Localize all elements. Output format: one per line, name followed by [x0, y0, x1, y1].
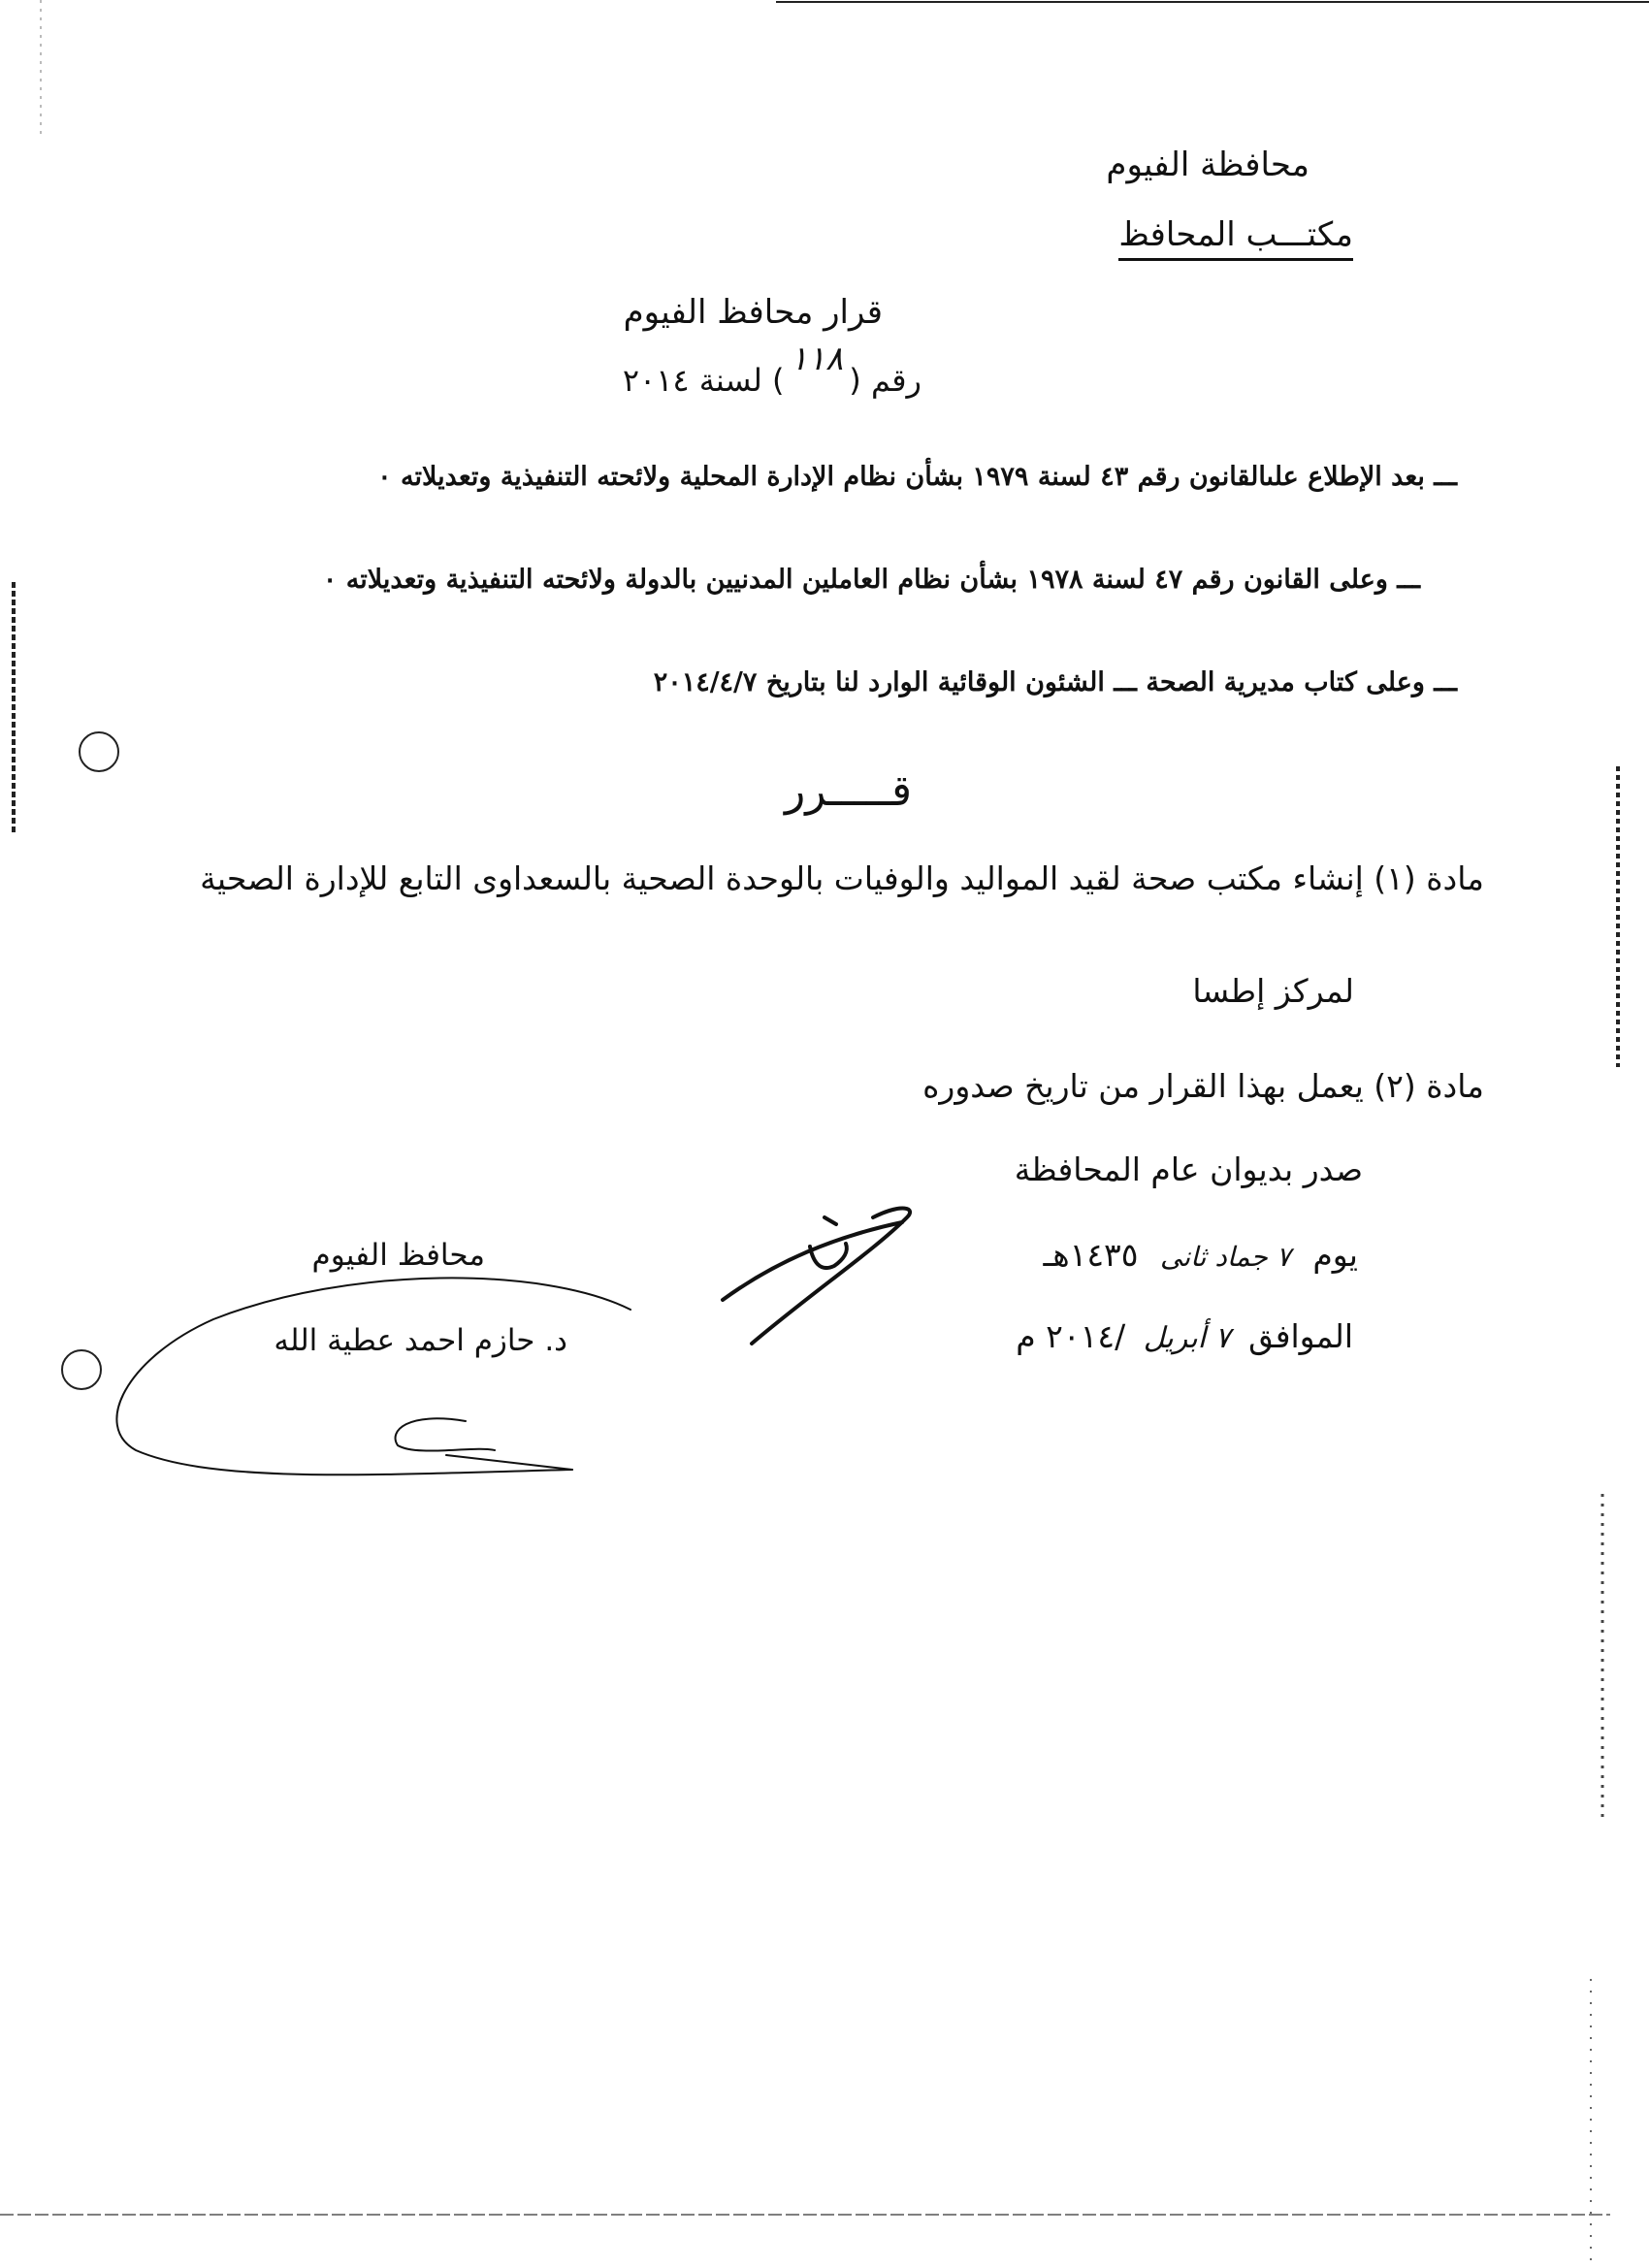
- day-handwritten: ٧ جماد ثانى: [1160, 1241, 1291, 1273]
- preamble-line-2: ـــ وعلى القانون رقم ٤٧ لسنة ١٩٧٨ بشأن نظام العاملين المدنيين بالدولة ولائحته التنفيذية وتعديلاته ٠: [322, 565, 1420, 595]
- decree-number-handwritten: ١١٨: [790, 340, 844, 378]
- issued-at: صدر بديوان عام المحافظة: [1014, 1150, 1363, 1188]
- office-name: مكتـــب المحافظ: [1118, 215, 1353, 261]
- day-label: يوم: [1312, 1236, 1358, 1274]
- governor-signature: [116, 1278, 630, 1474]
- preamble-line-3: ـــ وعلى كتاب مديرية الصحة ـــ الشئون الوقائية الوارد لنا بتاريخ ٢٠١٤/٤/٧: [653, 667, 1457, 697]
- article-1-line-1: مادة (١) إنشاء مكتب صحة لقيد المواليد والوفيات بالوحدة الصحية بالسعداوى التابع للإدارة الصحية: [200, 859, 1484, 897]
- governorate-name: محافظة الفيوم: [1106, 146, 1310, 184]
- signatory-name: د. حازم احمد عطية الله: [274, 1323, 567, 1358]
- initials-signature: [723, 1209, 910, 1344]
- hijri-year: ١٤٣٥هـ: [1043, 1236, 1139, 1274]
- decree-title: قرار محافظ الفيوم: [623, 293, 883, 332]
- decree-number-suffix: ) لسنة ٢٠١٤: [622, 362, 785, 399]
- article-2: مادة (٢) يعمل بهذا القرار من تاريخ صدوره: [922, 1067, 1484, 1105]
- preamble-line-1: ـــ بعد الإطلاع علىالقانون رقم ٤٣ لسنة ١٩٧٩ بشأن نظام الإدارة المحلية ولائحته التنفيذية وتعديلاته ٠: [377, 462, 1457, 492]
- decides-heading: قـــــرر: [784, 766, 912, 816]
- article-1-line-2: لمركز إطسا: [1192, 972, 1354, 1010]
- greg-handwritten: ٧ أبريل: [1143, 1321, 1231, 1355]
- signatory-title: محافظ الفيوم: [311, 1238, 485, 1273]
- decree-number-prefix: رقم (: [849, 362, 922, 399]
- corresponding-label: الموافق: [1248, 1317, 1353, 1355]
- greg-year: /٢٠١٤ م: [1016, 1317, 1126, 1355]
